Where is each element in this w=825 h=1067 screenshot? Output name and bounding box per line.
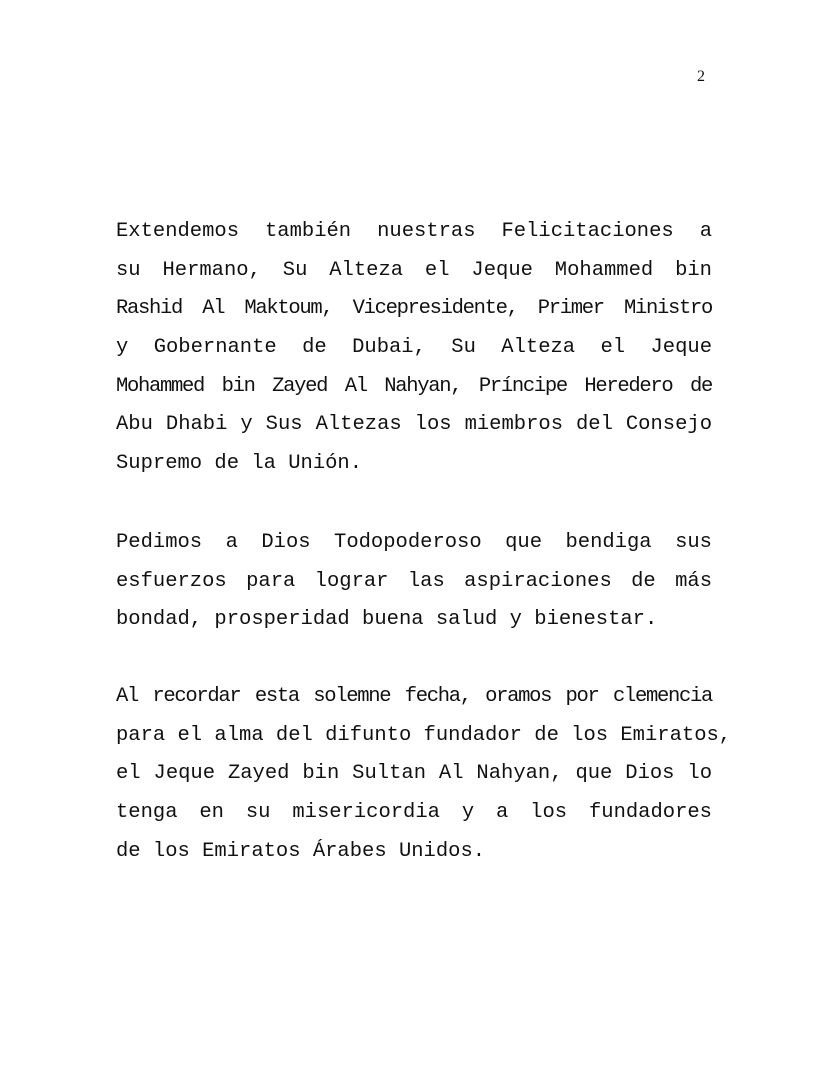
paragraph-remembrance [116,678,732,871]
text-line: Extendemos también nuestras Felicitaciones a [116,220,712,243]
text-line: el Jeque Zayed bin Sultan Al Nahyan, que Dios lo [116,762,712,786]
text-line: Abu Dhabi y Sus Altezas los miembros del Consejo [116,413,712,437]
text-line: Mohammed bin Zayed Al Nahyan, Príncipe Heredero de [116,374,712,398]
text-line: para el alma del difunto fundador de los Emiratos, [116,723,732,747]
text-line: Rashid Al Maktoum, Vicepresidente, Primer Ministro [116,297,712,321]
text-line: y Gobernante de Dubai, Su Alteza el Jeque [116,336,712,360]
text-line: de los Emiratos Árabes Unidos. [116,839,486,863]
text-line: tenga en su misericordia y a los fundadores [116,801,712,825]
paragraph-congratulations [116,213,712,484]
text-line: su Hermano, Su Alteza el Jeque Mohammed bin [116,258,712,282]
page-number: 2 [697,68,705,85]
text-line: esfuerzos para lograr las aspiraciones de más [116,569,712,593]
text-line: Al recordar esta solemne fecha, oramos por clemencia [116,685,712,708]
text-line: Pedimos a Dios Todopoderoso que bendiga sus [116,531,712,554]
text-line: Supremo de la Unión. [116,452,363,476]
paragraph-prayer [116,524,712,640]
text-line: bondad, prosperidad buena salud y bienestar. [116,608,658,632]
